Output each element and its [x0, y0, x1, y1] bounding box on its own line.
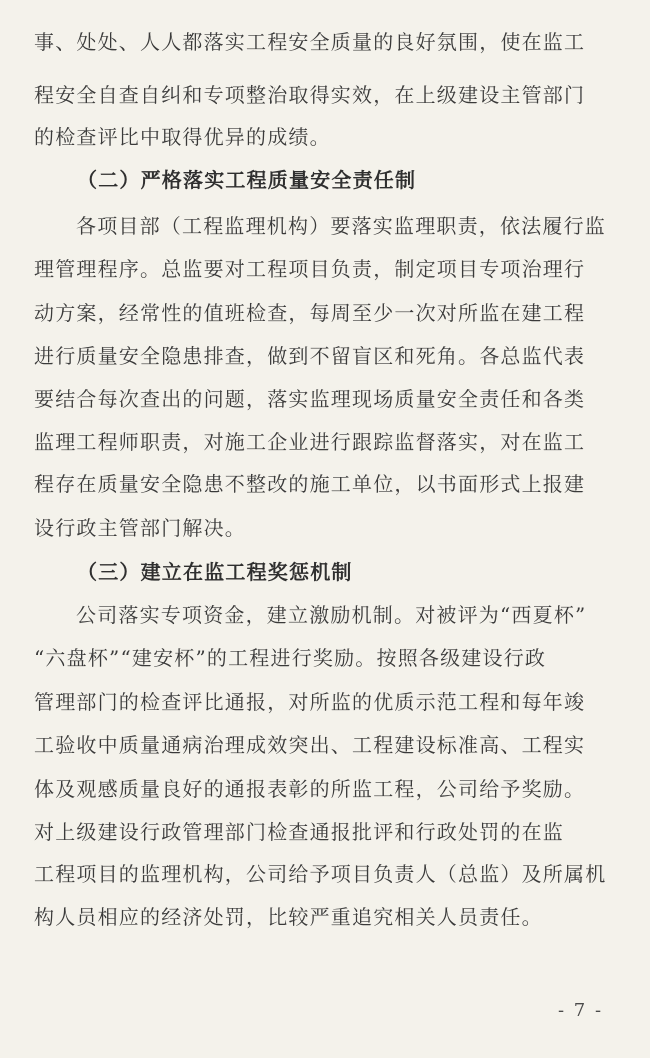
text-line-9: 监理工程师职责，对施工企业进行跟踪监督落实，对在监工: [34, 430, 586, 454]
text-line-2: 程安全自查自纠和专项整治取得实效，在上级建设主管部门: [34, 83, 586, 107]
text-line-17: 对上级建设行政管理部门检查通报批评和行政处罚的在监: [34, 820, 564, 844]
section-heading-3: （三）建立在监工程奖惩机制: [77, 560, 353, 584]
text-line-13: “六盘杯”“建安杯”的工程进行奖励。按照各级建设行政: [34, 646, 547, 670]
text-line-1: 事、处处、人人都落实工程安全质量的良好氛围，使在监工: [34, 30, 586, 54]
section-heading-2: （二）严格落实工程质量安全责任制: [77, 168, 417, 192]
text-line-15: 工验收中质量通病治理成效突出、工程建设标准高、工程实: [34, 733, 586, 757]
text-line-6: 动方案，经常性的值班检查，每周至少一次对所监在建工程: [34, 301, 586, 325]
text-line-12: 公司落实专项资金，建立激励机制。对被评为“西夏杯”: [76, 603, 587, 627]
text-line-3: 的检查评比中取得优异的成绩。: [34, 125, 331, 149]
text-line-11: 设行政主管部门解决。: [34, 516, 246, 540]
text-line-10: 程存在质量安全隐患不整改的施工单位，以书面形式上报建: [34, 472, 586, 496]
text-line-18: 工程项目的监理机构，公司给予项目负责人（总监）及所属机: [34, 862, 607, 886]
text-line-19: 构人员相应的经济处罚，比较严重追究相关人员责任。: [34, 905, 543, 929]
text-line-16: 体及观感质量良好的通报表彰的所监工程，公司给予奖励。: [34, 777, 586, 801]
page-number: - 7 -: [558, 1000, 604, 1021]
text-line-8: 要结合每次查出的问题，落实监理现场质量安全责任和各类: [34, 387, 586, 411]
text-line-5: 理管理程序。总监要对工程项目负责，制定项目专项治理行: [34, 257, 586, 281]
text-line-7: 进行质量安全隐患排查，做到不留盲区和死角。各总监代表: [34, 344, 586, 368]
text-line-4: 各项目部（工程监理机构）要落实监理职责，依法履行监: [76, 214, 606, 238]
text-line-14: 管理部门的检查评比通报，对所监的优质示范工程和每年竣: [34, 690, 586, 714]
